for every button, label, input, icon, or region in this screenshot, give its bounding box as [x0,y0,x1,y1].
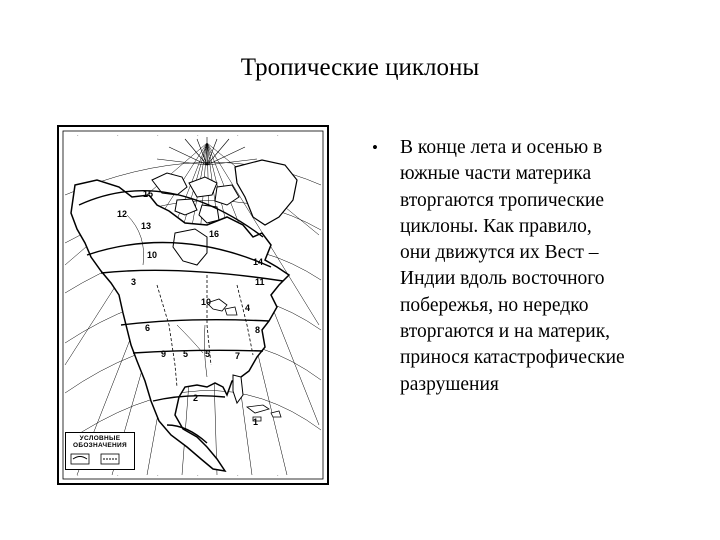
map-drawing [57,125,329,485]
region-label-8: 8 [255,325,261,335]
region-label-1: 1 [253,417,259,427]
svg-text:·: · [237,133,239,139]
svg-text:·: · [117,133,119,139]
svg-text:·: · [77,473,79,479]
svg-text:·: · [157,133,159,139]
region-label-15: 15 [143,189,154,199]
legend-title-line-2: ОБОЗНАЧЕНИЯ [73,442,127,449]
svg-text:·: · [77,133,79,139]
region-label-2: 2 [193,393,199,403]
legend-title [69,435,131,449]
region-label-14: 14 [253,257,264,267]
legend-title-line-1: УСЛОВНЫЕ [79,435,121,442]
svg-text:·: · [197,473,199,479]
svg-text:·: · [197,133,199,139]
region-label-10b: 10 [201,297,212,307]
region-label-9: 9 [161,349,167,359]
region-label-4: 4 [245,303,251,313]
bullet-text: В конце лета и осенью в южные части материка вторгаются тропические циклоны. Как правило, они движутся их Вест – Индии вдоль восточного побережья, но нередко вторгаются и на материк, принося катастрофические разрушения [400,137,625,395]
region-label-10: 10 [147,250,158,260]
region-label-6: 6 [145,323,151,333]
region-label-3: 3 [131,277,137,287]
region-label-11: 11 [255,277,265,287]
svg-text:·: · [157,473,159,479]
svg-text:·: · [237,473,239,479]
region-label-12: 12 [117,209,128,219]
map-legend [65,432,135,470]
slide-title: Тропические циклоны [240,54,480,81]
region-label-13: 13 [141,221,152,231]
region-label-7: 7 [235,351,241,361]
svg-text:·: · [277,473,279,479]
region-label-16: 16 [209,229,220,239]
region-label-5b: 5 [205,349,211,359]
svg-text:·: · [117,473,119,479]
north-america-climate-map [57,125,329,485]
bullet-marker: • [372,138,378,157]
svg-text:·: · [277,133,279,139]
region-label-5: 5 [183,349,189,359]
